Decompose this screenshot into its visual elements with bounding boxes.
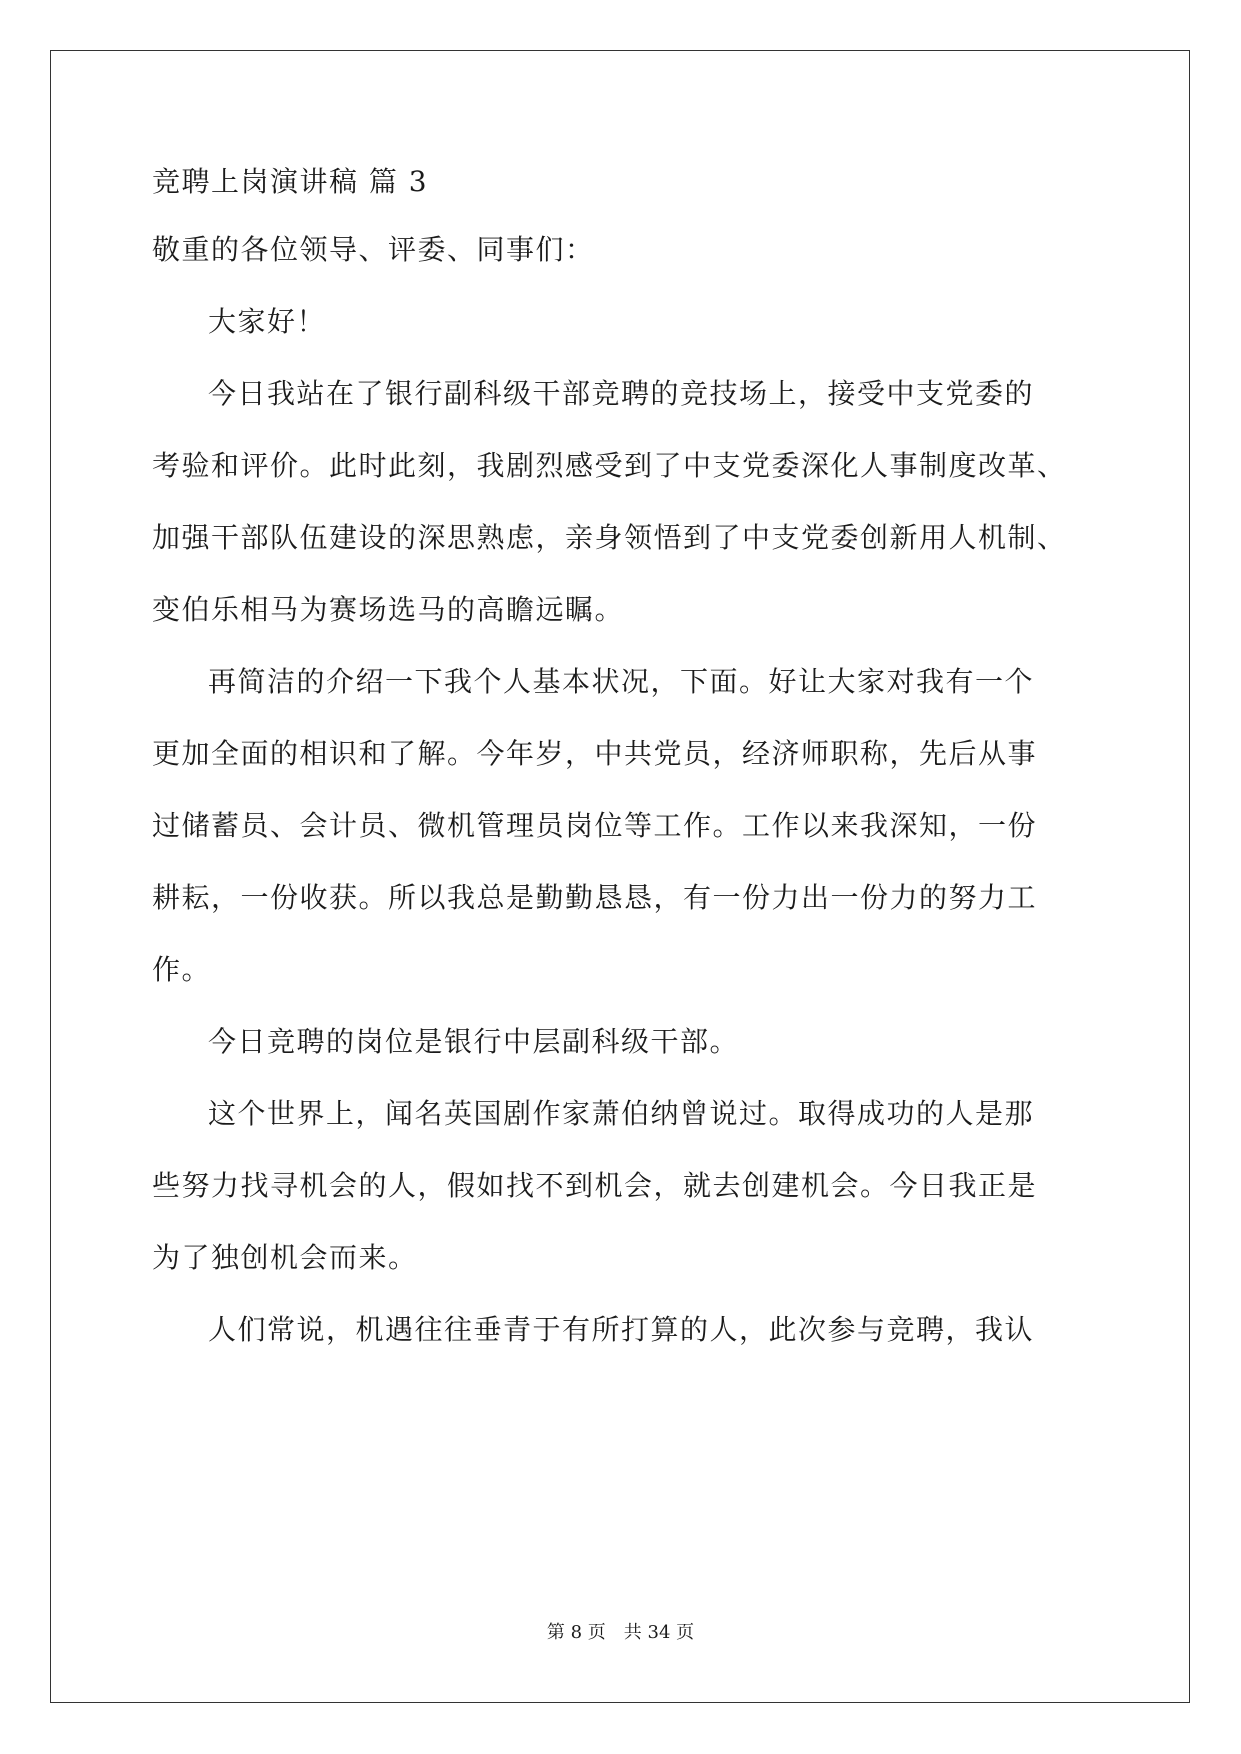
text-line: 今日竞聘的岗位是银行中层副科级干部。 <box>208 1025 740 1058</box>
document-title: 竞聘上岗演讲稿 篇 3 <box>152 165 429 198</box>
text-line: 这个世界上，闻名英国剧作家萧伯纳曾说过。取得成功的人是那 <box>208 1097 1035 1130</box>
text-line: 过储蓄员、会计员、微机管理员岗位等工作。工作以来我深知，一份 <box>152 809 1038 842</box>
page-footer <box>0 1622 1241 1644</box>
text-line: 些努力找寻机会的人，假如找不到机会，就去创建机会。今日我正是 <box>152 1169 1038 1202</box>
text-line: 为了独创机会而来。 <box>152 1241 418 1274</box>
page-total: 共 34 页 <box>623 1622 695 1643</box>
text-line: 作。 <box>152 953 212 986</box>
text-line: 更加全面的相识和了解。今年岁，中共党员，经济师职称，先后从事 <box>152 737 1038 770</box>
text-line: 耕耘，一份收获。所以我总是勤勤恳恳，有一份力出一份力的努力工 <box>152 881 1038 914</box>
text-line: 今日我站在了银行副科级干部竞聘的竞技场上，接受中支党委的 <box>208 377 1035 410</box>
page-frame <box>50 50 1190 1703</box>
text-line: 考验和评价。此时此刻，我剧烈感受到了中支党委深化人事制度改革、 <box>152 449 1067 482</box>
text-line: 再简洁的介绍一下我个人基本状况，下面。好让大家对我有一个 <box>208 665 1035 698</box>
text-line: 大家好！ <box>208 305 327 338</box>
page-number: 第 8 页 <box>546 1622 606 1643</box>
text-line: 敬重的各位领导、评委、同事们： <box>152 233 595 266</box>
text-line: 加强干部队伍建设的深思熟虑，亲身领悟到了中支党委创新用人机制、 <box>152 521 1067 554</box>
text-line: 变伯乐相马为赛场选马的高瞻远瞩。 <box>152 593 625 626</box>
text-line: 人们常说，机遇往往垂青于有所打算的人，此次参与竞聘，我认 <box>208 1313 1035 1346</box>
